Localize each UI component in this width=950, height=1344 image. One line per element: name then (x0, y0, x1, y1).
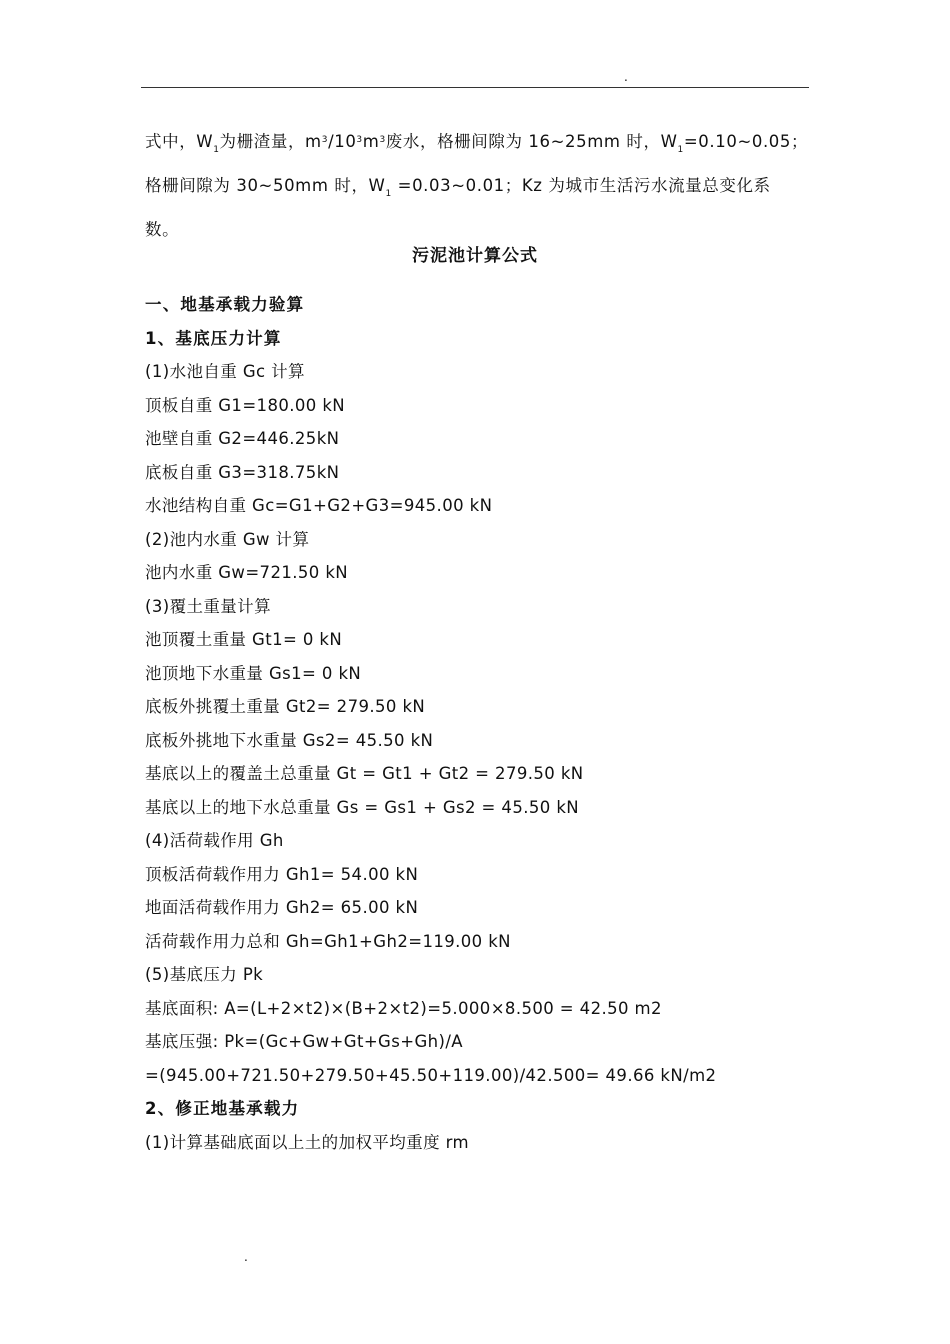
text-line: 底板自重 G3=318.75kN (145, 462, 340, 482)
text-line: =(945.00+721.50+279.50+45.50+119.00)/42.500= 49.66 kN/m2 (145, 1065, 717, 1085)
text-line: (2)池内水重 Gw 计算 (145, 529, 310, 549)
text-line: (1)水池自重 Gc 计算 (145, 362, 305, 381)
text-line: 池内水重 Gw=721.50 kN (145, 563, 349, 582)
text-line: (5)基底压力 Pk (145, 965, 264, 984)
text-line: (1)计算基础底面以上土的加权平均重度 rm (145, 1132, 469, 1152)
section-heading: 2、修正地基承载力 (145, 1099, 300, 1118)
header-mark: . (624, 70, 628, 84)
text-line: 地面活荷载作用力 Gh2= 65.00 kN (145, 898, 419, 917)
section-heading: 一、地基承载力验算 (145, 295, 305, 314)
text-line: 基底压强: Pk=(Gc+Gw+Gt+Gs+Gh)/A (145, 1032, 463, 1051)
text-line: 活荷载作用力总和 Gh=Gh1+Gh2=119.00 kN (145, 931, 511, 951)
calculation-body (145, 288, 809, 1159)
footer-mark: . (244, 1250, 248, 1264)
section-title: 污泥池计算公式 (412, 246, 538, 266)
section-heading: 1、基底压力计算 (145, 328, 282, 348)
intro-line-1: 式中，$W_1$为栅渣量，$m^3/10^3m^3$废水，格栅间隙为 16~25mm 时，$W_1=0.10\sim 0.05$； (145, 132, 809, 155)
intro-line-2: 格栅间隙为 30~50mm 时，$W_1$ =0.03~0.01；Kz 为城市生活污水流量总变化系 (145, 176, 771, 199)
text-line: 底板外挑地下水重量 Gs2= 45.50 kN (145, 730, 434, 750)
text-line: 底板外挑覆土重量 Gt2= 279.50 kN (145, 697, 426, 716)
header-rule (141, 87, 809, 88)
intro-paragraph (145, 120, 809, 252)
text-line: 池顶地下水重量 Gs1= 0 kN (145, 663, 362, 683)
text-line: 基底以上的地下水总重量 Gs = Gs1 + Gs2 = 45.50 kN (145, 797, 580, 817)
text-line: 基底面积: A=(L+2×t2)×(B+2×t2)=5.000×8.500 = 42.50 m2 (145, 998, 662, 1018)
text-line: 池壁自重 G2=446.25kN (145, 429, 340, 448)
text-line: 顶板活荷载作用力 Gh1= 54.00 kN (145, 864, 419, 884)
text-line: 水池结构自重 Gc=G1+G2+G3=945.00 kN (145, 496, 493, 515)
intro-line-3: 数。 (145, 220, 180, 239)
text-line: 池顶覆土重量 Gt1= 0 kN (145, 630, 343, 649)
text-line: 顶板自重 G1=180.00 kN (145, 395, 346, 415)
text-line: 基底以上的覆盖土总重量 Gt = Gt1 + Gt2 = 279.50 kN (145, 764, 584, 783)
text-line: (3)覆土重量计算 (145, 596, 271, 616)
text-line: (4)活荷载作用 Gh (145, 831, 284, 850)
